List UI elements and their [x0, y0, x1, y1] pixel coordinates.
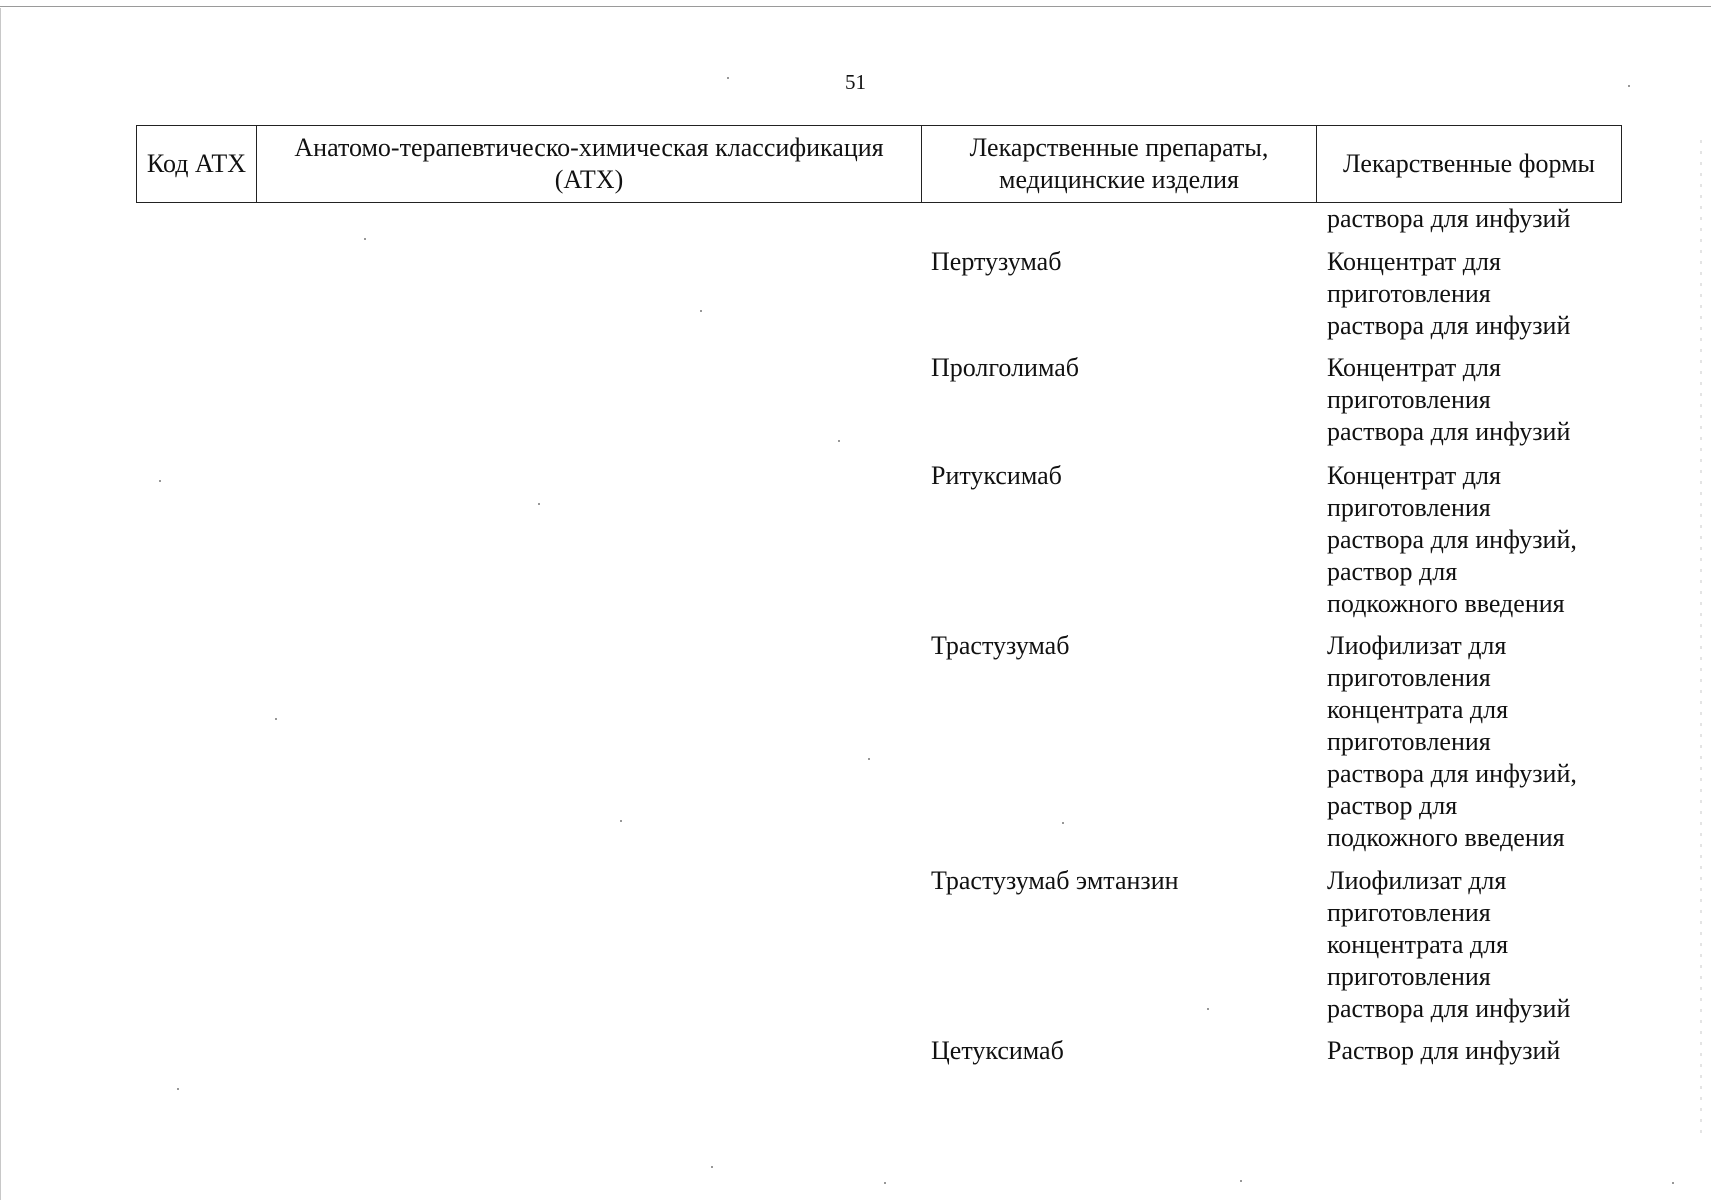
scan-speck: [1062, 822, 1064, 824]
scan-speck: [868, 758, 870, 760]
scan-speck: [727, 77, 729, 79]
dosage-form: Концентрат для приготовления раствора для инфузий: [1327, 353, 1571, 446]
dosage-form: Раствор для инфузий: [1327, 1036, 1561, 1065]
scan-speck: [700, 310, 702, 312]
drug-name: Пролголимаб: [931, 353, 1080, 382]
scan-speck: [364, 238, 366, 240]
drug-name: Трастузумаб эмтанзин: [931, 866, 1179, 895]
scan-speck: [177, 1088, 179, 1090]
scan-speck: [838, 440, 840, 442]
dosage-form: Концентрат для приготовления раствора для инфузий, раствор для подкожного введения: [1327, 461, 1577, 618]
dosage-form: Лиофилизат для приготовления концентрата для приготовления раствора для инфузий, раствор для подкожного введения: [1327, 631, 1577, 852]
drug-name: Трастузумаб: [931, 631, 1070, 660]
dosage-form: Концентрат для приготовления раствора для инфузий: [1327, 247, 1571, 340]
header-dosage-forms: Лекарственные формы: [1342, 149, 1596, 178]
scan-speck: [711, 1166, 713, 1168]
header-atc-code: Код АТХ: [137, 126, 257, 202]
page-number: 51: [845, 70, 866, 94]
drug-name: Пертузумаб: [931, 247, 1062, 276]
scan-speck: [159, 480, 161, 482]
scan-speck: [1628, 85, 1630, 87]
scan-speck: [275, 718, 277, 720]
header-atc-classification: Анатомо-терапевтическо-химическая классификация (АТХ): [257, 126, 922, 202]
scan-speck: [884, 1182, 886, 1184]
scan-speck: [1207, 1008, 1209, 1010]
scan-speck: [620, 820, 622, 822]
header-drugs: Лекарственные препараты, медицинские изделия: [922, 126, 1317, 202]
drug-name: Цетуксимаб: [931, 1036, 1064, 1065]
scan-speck: [538, 503, 540, 505]
scan-speck: [1240, 1180, 1242, 1182]
dosage-form: Лиофилизат для приготовления концентрата для приготовления раствора для инфузий: [1327, 866, 1571, 1023]
drug-name: Ритуксимаб: [931, 461, 1062, 490]
scan-speck: [1672, 1182, 1674, 1184]
continued-dosage-form: раствора для инфузий: [1327, 204, 1571, 233]
